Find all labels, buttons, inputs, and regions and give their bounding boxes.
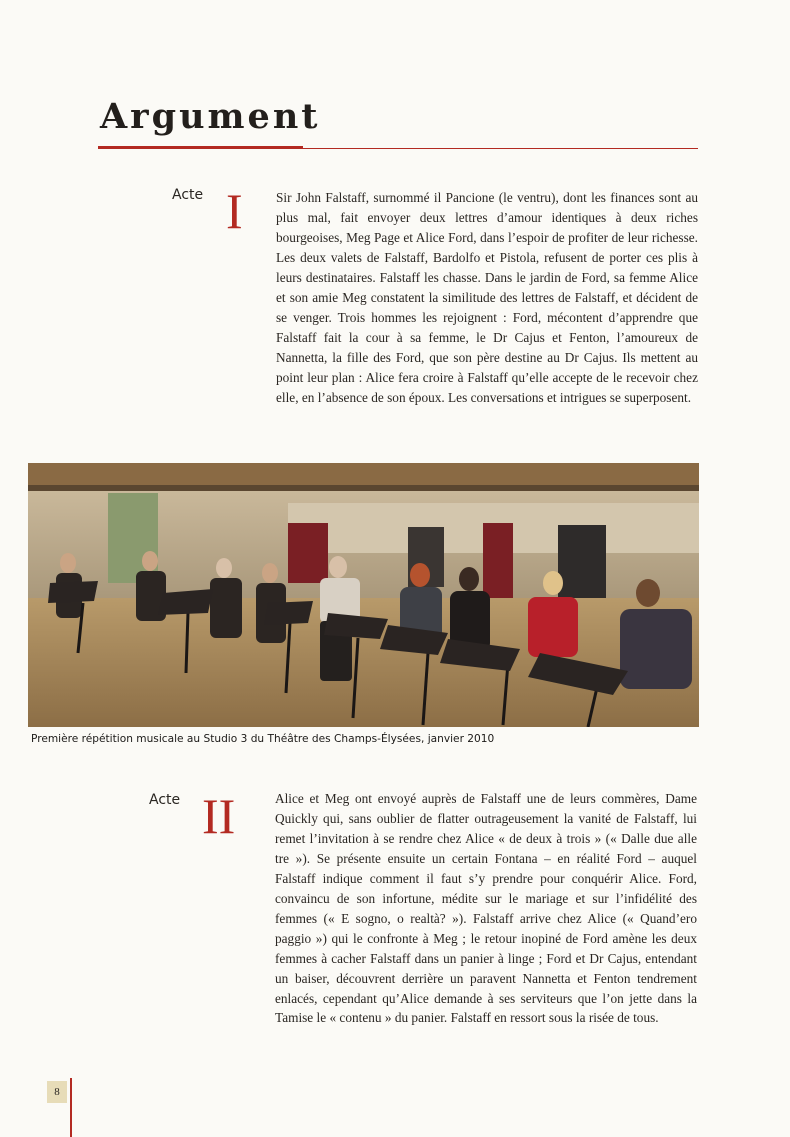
acte-1-synopsis: Sir John Falstaff, surnommé il Pancione (le ventru), dont les finances sont au plus mal, fait envoyer deux lettres d’amour identiques à deux riches bourgeoises, Meg Page et Alice Ford, dans l’espoir de profiter de leur richesse. Les deux valets de Falstaff, Bardolfo et Pistola, refusent de porter ces plis à leurs destinataires. Falstaff les chasse. Dans le jardin de Ford, sa femme Alice et son amie Meg constatent la similitude des lettres de Falstaff, et décident de se venger. Trois hommes les rejoignent : Ford, mécontent d’apprendre que Falstaff fait la cour à sa femme, le Dr Cajus et Fenton, l’amoureux de Nannetta, la fille des Ford, que son père destine au Dr Cajus. Ils mettent au point leur plan : Alice fera croire à Falstaff qu’elle accepte de le recevoir chez elle, en l’absence de son époux. Les conversations et intrigues se superposent. (276, 190, 698, 405)
acte-label: Acte (172, 187, 204, 203)
photo-caption: Première répétition musicale au Studio 3 du Théâtre des Champs-Élysées, janvier 2010 (31, 733, 495, 745)
acte-label: Acte (149, 792, 181, 808)
acte-numeral: II (202, 788, 236, 844)
margin-rule (70, 1078, 72, 1137)
title-rule-accent (98, 146, 303, 149)
rehearsal-photo (28, 463, 699, 727)
acte-numeral: I (226, 183, 243, 239)
page-title: Argument (100, 96, 321, 137)
page-number: 8 (47, 1081, 67, 1103)
acte-2-synopsis: Alice et Meg ont envoyé auprès de Falstaff une de leurs commères, Dame Quickly qui, sans oublier de flatter outrageusement la vanité de Falstaff, lui remet l’invitation à se rendre chez Alice « de deux à trois » (« Dalle due alle tre »). Se présente ensuite un certain Fontana – en réalité Ford – auquel Falstaff indique comment il faut s’y prendre pour conquérir Alice. Ford, convaincu de son infortune, médite sur le mariage et sur l’infidélité des femmes (« E sogno, o realtà? »). Falstaff arrive chez Alice (« Quand’ero paggio ») qui le confronte à Meg ; le retour inopiné de Ford amène les deux femmes à cacher Falstaff dans un panier à linge ; Ford et Dr Cajus, entendant un baiser, découvrent derrière un paravent Nannetta et Fenton tendrement enlacés, cependant qu’Alice demande à ses serviteurs que l’on jette dans la Tamise le « contenu » du panier. Falstaff en ressort sous la risée de tous. (275, 791, 697, 1026)
